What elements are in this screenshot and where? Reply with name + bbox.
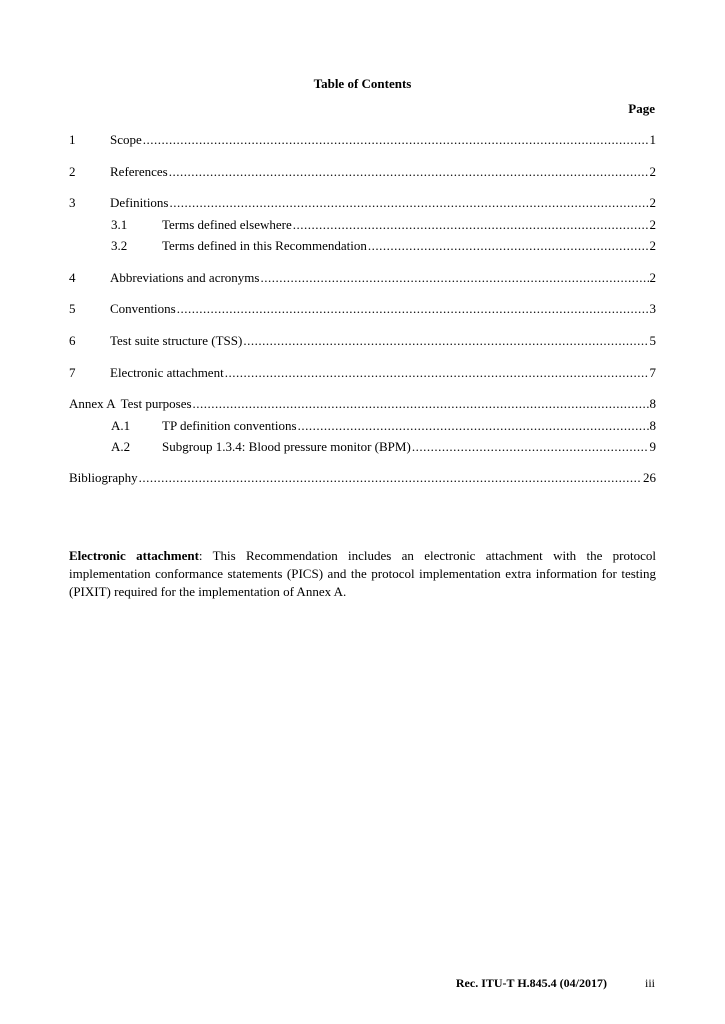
page-footer: [0, 976, 725, 992]
note-text: : This Recommendation includes an electronic attachment with the protocol implementation conformance statements (PICS) and the protocol implementation extra information for testing (PIXIT) required for the implementation of Annex A.: [69, 548, 656, 599]
toc-leader-dots: [412, 439, 649, 455]
toc-entry-title: Terms defined in this Recommendation: [162, 238, 367, 253]
toc-title: Table of Contents: [313, 76, 412, 91]
toc-entry-page: 3: [649, 301, 656, 316]
toc-subentry[interactable]: [111, 439, 656, 455]
toc-entry-number: 5: [69, 301, 76, 316]
toc-leader-dots: [293, 217, 649, 233]
toc-leader-dots: [260, 270, 648, 286]
toc-entry-page: 9: [649, 439, 656, 454]
toc-entry-page: 8: [649, 396, 656, 411]
toc-entry-page: 1: [649, 132, 656, 147]
toc-entry-number: A.2: [111, 439, 131, 454]
toc-entry[interactable]: [69, 195, 656, 211]
toc-entry-title: TP definition conventions: [162, 418, 297, 433]
toc-entry[interactable]: [69, 301, 656, 317]
toc-leader-dots: [298, 418, 649, 434]
toc-entry-page: 2: [649, 270, 656, 285]
toc-entry-number: 4: [69, 270, 76, 285]
toc-entry-page: 8: [649, 418, 656, 433]
toc-entry-number: 3.1: [111, 217, 128, 232]
toc-subentry[interactable]: [111, 217, 656, 233]
toc-leader-dots: [225, 365, 649, 381]
footer-recommendation-id: Rec. ITU-T H.845.4 (04/2017): [455, 976, 607, 990]
toc-entry-page: 7: [649, 365, 656, 380]
toc-leader-dots: [143, 132, 649, 148]
toc-entry-title: Bibliography: [69, 470, 138, 485]
toc-entry-bibliography[interactable]: [69, 470, 656, 486]
toc-entry-page: 2: [649, 164, 656, 179]
toc-entry-page: 26: [643, 470, 656, 485]
toc-entry-title: Terms defined elsewhere: [162, 217, 292, 232]
toc-subentry[interactable]: [111, 238, 656, 254]
page-column-header: Page: [628, 101, 655, 116]
note-label: Electronic attachment: [69, 548, 199, 563]
toc-entry-page: 2: [649, 195, 656, 210]
toc-entry-number: 2: [69, 164, 76, 179]
toc-leader-dots: [177, 301, 649, 317]
electronic-attachment-note: [69, 547, 656, 601]
toc-entry[interactable]: [69, 164, 656, 180]
toc-entry-number: 3.2: [111, 238, 128, 253]
toc-entry-page: 2: [649, 217, 656, 232]
toc-leader-dots: [368, 238, 649, 254]
toc-entry[interactable]: [69, 333, 656, 349]
toc-entry-number: 6: [69, 333, 76, 348]
toc-entry-title: Abbreviations and acronyms: [110, 270, 260, 285]
toc-entry-number: Annex A: [69, 396, 116, 411]
toc-entry-title: Scope: [110, 132, 142, 147]
toc-leader-dots: [243, 333, 648, 349]
toc-entry-number: A.1: [111, 418, 131, 433]
toc-entry-number: 1: [69, 132, 76, 147]
toc-entry[interactable]: [69, 132, 656, 148]
toc-entry[interactable]: [69, 270, 656, 286]
toc-leader-dots: [139, 470, 642, 486]
toc-entry-title: Subgroup 1.3.4: Blood pressure monitor (BPM): [162, 439, 411, 454]
toc-entry-number: 7: [69, 365, 76, 380]
toc-entry-annex[interactable]: [69, 396, 656, 412]
footer-page-number: iii: [644, 976, 655, 990]
toc-leader-dots: [169, 164, 649, 180]
toc-entry-page: 5: [649, 333, 656, 348]
toc-entry-title: Test suite structure (TSS): [110, 333, 243, 348]
toc-entry-title: References: [110, 164, 168, 179]
toc-subentry[interactable]: [111, 418, 656, 434]
toc-entry-title: Test purposes: [120, 396, 192, 411]
toc-entry-title: Conventions: [110, 301, 176, 316]
toc-entry-page: 2: [649, 238, 656, 253]
toc-entry-number: 3: [69, 195, 76, 210]
toc-entry[interactable]: [69, 365, 656, 381]
toc-entry-title: Electronic attachment: [110, 365, 224, 380]
toc-leader-dots: [170, 195, 649, 211]
toc-leader-dots: [193, 396, 649, 412]
toc-entry-title: Definitions: [110, 195, 169, 210]
